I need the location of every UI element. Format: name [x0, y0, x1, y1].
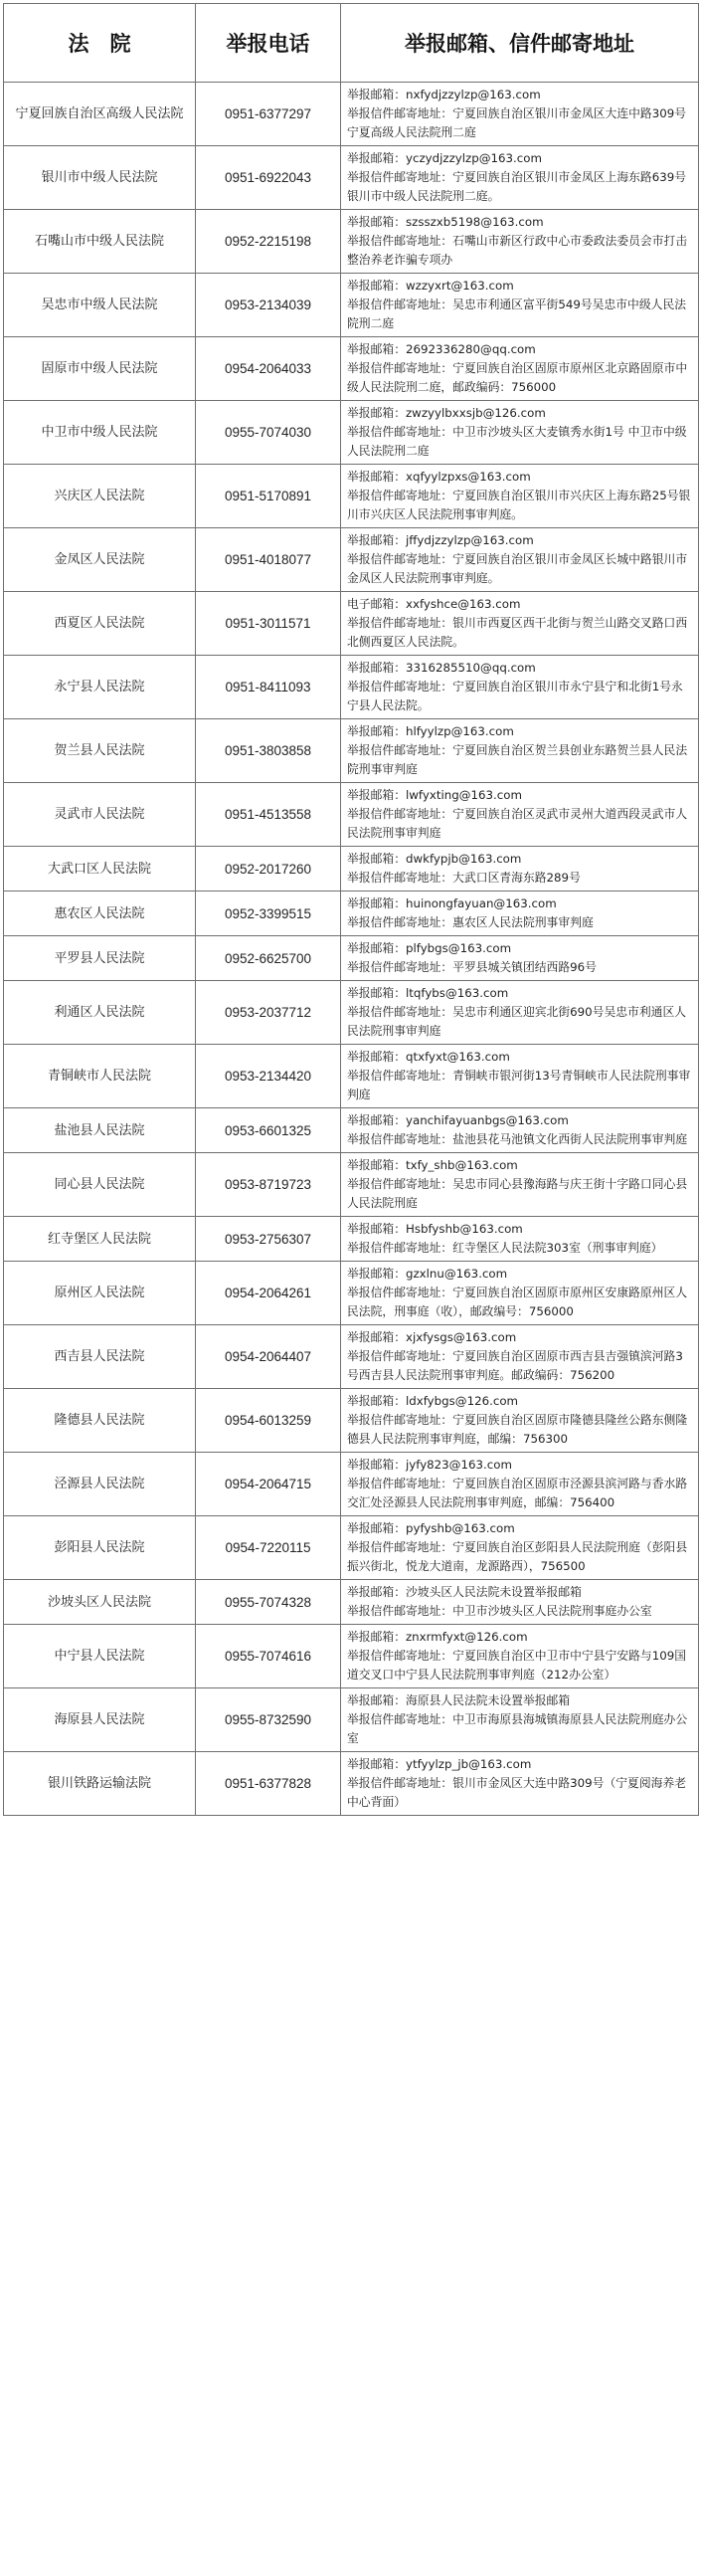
table-row	[4, 83, 699, 146]
header-row	[4, 4, 699, 83]
report-email: 举报邮箱：plfybgs@163.com	[347, 941, 512, 955]
report-contact-info	[341, 1108, 699, 1153]
mailing-address: 举报信件邮寄地址：中卫市沙坡头区人民法院刑事庭办公室	[347, 1604, 652, 1618]
report-contact-info	[341, 1516, 699, 1580]
report-contact-info	[341, 274, 699, 337]
report-phone: 0954-2064261	[196, 1262, 341, 1325]
report-phone: 0953-6601325	[196, 1108, 341, 1153]
court-name: 隆德县人民法院	[4, 1389, 196, 1453]
report-phone: 0952-3399515	[196, 892, 341, 936]
table-row	[4, 1625, 699, 1688]
report-phone: 0954-2064715	[196, 1453, 341, 1516]
report-phone: 0951-5170891	[196, 465, 341, 528]
report-email: 举报邮箱：海原县人民法院未设置举报邮箱	[347, 1693, 571, 1707]
table-row	[4, 847, 699, 892]
report-phone: 0951-6377297	[196, 83, 341, 146]
mailing-address: 举报信件邮寄地址：石嘴山市新区行政中心市委政法委员会市打击整治养老诈骗专项办	[347, 234, 688, 267]
table-row	[4, 401, 699, 465]
report-contact-info	[341, 1580, 699, 1625]
report-phone: 0951-8411093	[196, 656, 341, 719]
report-contact-info	[341, 1389, 699, 1453]
table-row	[4, 1262, 699, 1325]
report-contact-info	[341, 1688, 699, 1752]
mailing-address: 举报信件邮寄地址：宁夏回族自治区固原市原州区北京路固原市中级人民法院刑二庭，邮政编码：756000	[347, 361, 688, 394]
mailing-address: 举报信件邮寄地址：惠农区人民法院刑事审判庭	[347, 915, 594, 929]
table-row	[4, 1045, 699, 1108]
court-name: 泾源县人民法院	[4, 1453, 196, 1516]
mailing-address: 举报信件邮寄地址：吴忠市同心县豫海路与庆王街十字路口同心县人民法院刑庭	[347, 1177, 688, 1210]
report-email: 举报邮箱：qtxfyxt@163.com	[347, 1050, 510, 1064]
mailing-address: 举报信件邮寄地址：宁夏回族自治区彭阳县人民法院刑庭（彭阳县振兴街北，悦龙大道南，龙源路西），756500	[347, 1540, 688, 1573]
report-phone: 0951-6922043	[196, 146, 341, 210]
report-phone: 0951-3011571	[196, 592, 341, 656]
report-phone: 0955-7074030	[196, 401, 341, 465]
court-name: 惠农区人民法院	[4, 892, 196, 936]
mailing-address: 举报信件邮寄地址：青铜峡市银河街13号青铜峡市人民法院刑事审判庭	[347, 1069, 691, 1101]
report-email: 举报邮箱：hlfyylzp@163.com	[347, 724, 514, 738]
court-name: 中卫市中级人民法院	[4, 401, 196, 465]
table-row	[4, 656, 699, 719]
report-email: 举报邮箱：ltqfybs@163.com	[347, 986, 509, 1000]
report-email: 举报邮箱：xqfyylzpxs@163.com	[347, 470, 531, 484]
table-row	[4, 936, 699, 981]
table-row	[4, 1752, 699, 1816]
mailing-address: 举报信件邮寄地址：大武口区青海东路289号	[347, 871, 581, 885]
table-row	[4, 592, 699, 656]
report-contact-info	[341, 936, 699, 981]
mailing-address: 举报信件邮寄地址：宁夏回族自治区固原市西吉县吉强镇滨河路3号西吉县人民法院刑事审判庭。邮政编码：756200	[347, 1349, 683, 1382]
report-phone: 0953-8719723	[196, 1153, 341, 1217]
report-phone: 0953-2134039	[196, 274, 341, 337]
mailing-address: 举报信件邮寄地址：宁夏回族自治区固原市隆德县隆丝公路东侧隆德县人民法院刑事审判庭，邮编：756300	[347, 1413, 688, 1446]
report-email: 举报邮箱：znxrmfyxt@126.com	[347, 1630, 528, 1644]
report-phone: 0953-2037712	[196, 981, 341, 1045]
table-row	[4, 1325, 699, 1389]
court-name: 盐池县人民法院	[4, 1108, 196, 1153]
court-name: 海原县人民法院	[4, 1688, 196, 1752]
report-email: 举报邮箱：gzxlnu@163.com	[347, 1267, 508, 1281]
court-name: 平罗县人民法院	[4, 936, 196, 981]
report-email: 举报邮箱：jffydjzzylzp@163.com	[347, 533, 534, 547]
report-phone: 0951-6377828	[196, 1752, 341, 1816]
court-name: 中宁县人民法院	[4, 1625, 196, 1688]
report-contact-info	[341, 719, 699, 783]
header-phone: 举报电话	[196, 4, 341, 83]
report-phone: 0955-7074328	[196, 1580, 341, 1625]
court-name: 沙坡头区人民法院	[4, 1580, 196, 1625]
mailing-address: 举报信件邮寄地址：宁夏回族自治区中卫市中宁县宁安路与109国道交叉口中宁县人民法院刑事审判庭（212办公室）	[347, 1649, 687, 1682]
table-row	[4, 146, 699, 210]
report-email: 举报邮箱：lwfyxting@163.com	[347, 788, 522, 802]
mailing-address: 举报信件邮寄地址：宁夏回族自治区固原市原州区安康路原州区人民法院，刑事庭（收），邮政编号：756000	[347, 1286, 688, 1318]
mailing-address: 举报信件邮寄地址：吴忠市利通区富平街549号吴忠市中级人民法院刑二庭	[347, 297, 687, 330]
report-email: 举报邮箱：txfy_shb@163.com	[347, 1158, 518, 1172]
report-email: 举报邮箱：jyfy823@163.com	[347, 1458, 512, 1472]
table-row	[4, 719, 699, 783]
table-row	[4, 1516, 699, 1580]
report-contact-info	[341, 83, 699, 146]
report-email: 举报邮箱：szsszxb5198@163.com	[347, 215, 544, 229]
report-email: 举报邮箱：yczydjzzylzp@163.com	[347, 151, 542, 165]
court-name: 兴庆区人民法院	[4, 465, 196, 528]
court-name: 永宁县人民法院	[4, 656, 196, 719]
mailing-address: 举报信件邮寄地址：宁夏回族自治区银川市兴庆区上海东路25号银川市兴庆区人民法院刑事审判庭。	[347, 489, 691, 521]
court-name: 西夏区人民法院	[4, 592, 196, 656]
report-email: 举报邮箱：2692336280@qq.com	[347, 342, 536, 356]
report-email: 举报邮箱：pyfyshb@163.com	[347, 1521, 515, 1535]
report-phone: 0952-2215198	[196, 210, 341, 274]
report-email: 举报邮箱：yanchifayuanbgs@163.com	[347, 1113, 569, 1127]
report-email: 举报邮箱：dwkfypjb@163.com	[347, 852, 522, 866]
report-phone: 0951-4018077	[196, 528, 341, 592]
table-row	[4, 465, 699, 528]
court-name: 利通区人民法院	[4, 981, 196, 1045]
report-phone: 0955-8732590	[196, 1688, 341, 1752]
court-name: 石嘴山市中级人民法院	[4, 210, 196, 274]
report-contact-info	[341, 465, 699, 528]
court-name: 贺兰县人民法院	[4, 719, 196, 783]
report-contact-info	[341, 847, 699, 892]
court-report-table	[3, 3, 699, 1816]
table-row	[4, 1217, 699, 1262]
mailing-address: 举报信件邮寄地址：宁夏回族自治区固原市泾源县滨河路与香水路交汇处泾源县人民法院刑事审判庭，邮编：756400	[347, 1477, 688, 1509]
table-row	[4, 1108, 699, 1153]
court-name: 金凤区人民法院	[4, 528, 196, 592]
table-row	[4, 1580, 699, 1625]
report-contact-info	[341, 892, 699, 936]
mailing-address: 举报信件邮寄地址：中卫市海原县海城镇海原县人民法院刑庭办公室	[347, 1712, 688, 1745]
report-email: 举报邮箱：Hsbfyshb@163.com	[347, 1222, 523, 1236]
report-email: 举报邮箱：huinongfayuan@163.com	[347, 896, 557, 910]
table-row	[4, 1153, 699, 1217]
report-email: 电子邮箱：xxfyshce@163.com	[347, 597, 521, 611]
report-phone: 0955-7074616	[196, 1625, 341, 1688]
report-email: 举报邮箱：ldxfybgs@126.com	[347, 1394, 519, 1408]
report-contact-info	[341, 1752, 699, 1816]
mailing-address: 举报信件邮寄地址：宁夏回族自治区灵武市灵州大道西段灵武市人民法院刑事审判庭	[347, 807, 688, 840]
report-contact-info	[341, 1045, 699, 1108]
report-contact-info	[341, 783, 699, 847]
report-contact-info	[341, 1262, 699, 1325]
court-name: 红寺堡区人民法院	[4, 1217, 196, 1262]
report-phone: 0954-2064033	[196, 337, 341, 401]
report-contact-info	[341, 592, 699, 656]
report-phone: 0953-2756307	[196, 1217, 341, 1262]
mailing-address: 举报信件邮寄地址：宁夏回族自治区银川市金凤区大连中路309号宁夏高级人民法院刑二庭	[347, 106, 687, 139]
report-phone: 0953-2134420	[196, 1045, 341, 1108]
report-contact-info	[341, 1325, 699, 1389]
report-contact-info	[341, 337, 699, 401]
court-name: 同心县人民法院	[4, 1153, 196, 1217]
header-address: 举报邮箱、信件邮寄地址	[341, 4, 699, 83]
court-name: 吴忠市中级人民法院	[4, 274, 196, 337]
table-row	[4, 337, 699, 401]
table-row	[4, 1389, 699, 1453]
report-phone: 0954-7220115	[196, 1516, 341, 1580]
report-contact-info	[341, 1217, 699, 1262]
mailing-address: 举报信件邮寄地址：宁夏回族自治区银川市金凤区长城中路银川市金凤区人民法院刑事审判庭。	[347, 552, 688, 585]
mailing-address: 举报信件邮寄地址：宁夏回族自治区银川市金凤区上海东路639号银川市中级人民法院刑二庭。	[347, 170, 687, 203]
table-row	[4, 210, 699, 274]
report-email: 举报邮箱：ytfyylzp_jb@163.com	[347, 1757, 532, 1771]
table-row	[4, 274, 699, 337]
report-contact-info	[341, 210, 699, 274]
table-row	[4, 783, 699, 847]
report-email: 举报邮箱：zwzyylbxxsjb@126.com	[347, 406, 546, 420]
report-contact-info	[341, 656, 699, 719]
court-name: 西吉县人民法院	[4, 1325, 196, 1389]
table-row	[4, 1453, 699, 1516]
mailing-address: 举报信件邮寄地址：红寺堡区人民法院303室（刑事审判庭）	[347, 1241, 663, 1255]
mailing-address: 举报信件邮寄地址：宁夏回族自治区银川市永宁县宁和北街1号永宁县人民法院。	[347, 680, 683, 712]
report-phone: 0951-3803858	[196, 719, 341, 783]
court-name: 灵武市人民法院	[4, 783, 196, 847]
report-email: 举报邮箱：沙坡头区人民法院未设置举报邮箱	[347, 1585, 582, 1599]
mailing-address: 举报信件邮寄地址：宁夏回族自治区贺兰县创业东路贺兰县人民法院刑事审判庭	[347, 743, 688, 776]
report-contact-info	[341, 528, 699, 592]
report-contact-info	[341, 401, 699, 465]
report-phone: 0954-6013259	[196, 1389, 341, 1453]
mailing-address: 举报信件邮寄地址：银川市金凤区大连中路309号（宁夏阅海养老中心背面）	[347, 1776, 687, 1809]
mailing-address: 举报信件邮寄地址：银川市西夏区西干北街与贺兰山路交叉路口西北侧西夏区人民法院。	[347, 616, 688, 649]
report-phone: 0954-2064407	[196, 1325, 341, 1389]
table-row	[4, 981, 699, 1045]
court-name: 原州区人民法院	[4, 1262, 196, 1325]
report-phone: 0952-2017260	[196, 847, 341, 892]
report-email: 举报邮箱：nxfydjzzylzp@163.com	[347, 88, 541, 101]
court-name: 青铜峡市人民法院	[4, 1045, 196, 1108]
report-contact-info	[341, 1453, 699, 1516]
mailing-address: 举报信件邮寄地址：吴忠市利通区迎宾北街690号吴忠市利通区人民法院刑事审判庭	[347, 1005, 687, 1038]
mailing-address: 举报信件邮寄地址：盐池县花马池镇文化西街人民法院刑事审判庭	[347, 1132, 688, 1146]
mailing-address: 举报信件邮寄地址：平罗县城关镇团结西路96号	[347, 960, 597, 974]
report-phone: 0952-6625700	[196, 936, 341, 981]
court-name: 银川铁路运输法院	[4, 1752, 196, 1816]
report-contact-info	[341, 981, 699, 1045]
report-email: 举报邮箱：3316285510@qq.com	[347, 661, 536, 675]
court-name: 银川市中级人民法院	[4, 146, 196, 210]
court-name: 宁夏回族自治区高级人民法院	[4, 83, 196, 146]
court-name: 彭阳县人民法院	[4, 1516, 196, 1580]
report-email: 举报邮箱：xjxfysgs@163.com	[347, 1330, 517, 1344]
table-row	[4, 528, 699, 592]
header-court: 法 院	[4, 4, 196, 83]
report-contact-info	[341, 146, 699, 210]
report-email: 举报邮箱：wzzyxrt@163.com	[347, 279, 514, 293]
court-name: 固原市中级人民法院	[4, 337, 196, 401]
court-name: 大武口区人民法院	[4, 847, 196, 892]
table-row	[4, 892, 699, 936]
table-row	[4, 1688, 699, 1752]
report-contact-info	[341, 1625, 699, 1688]
report-phone: 0951-4513558	[196, 783, 341, 847]
mailing-address: 举报信件邮寄地址：中卫市沙坡头区大麦镇秀水街1号 中卫市中级人民法院刑二庭	[347, 425, 687, 458]
report-contact-info	[341, 1153, 699, 1217]
